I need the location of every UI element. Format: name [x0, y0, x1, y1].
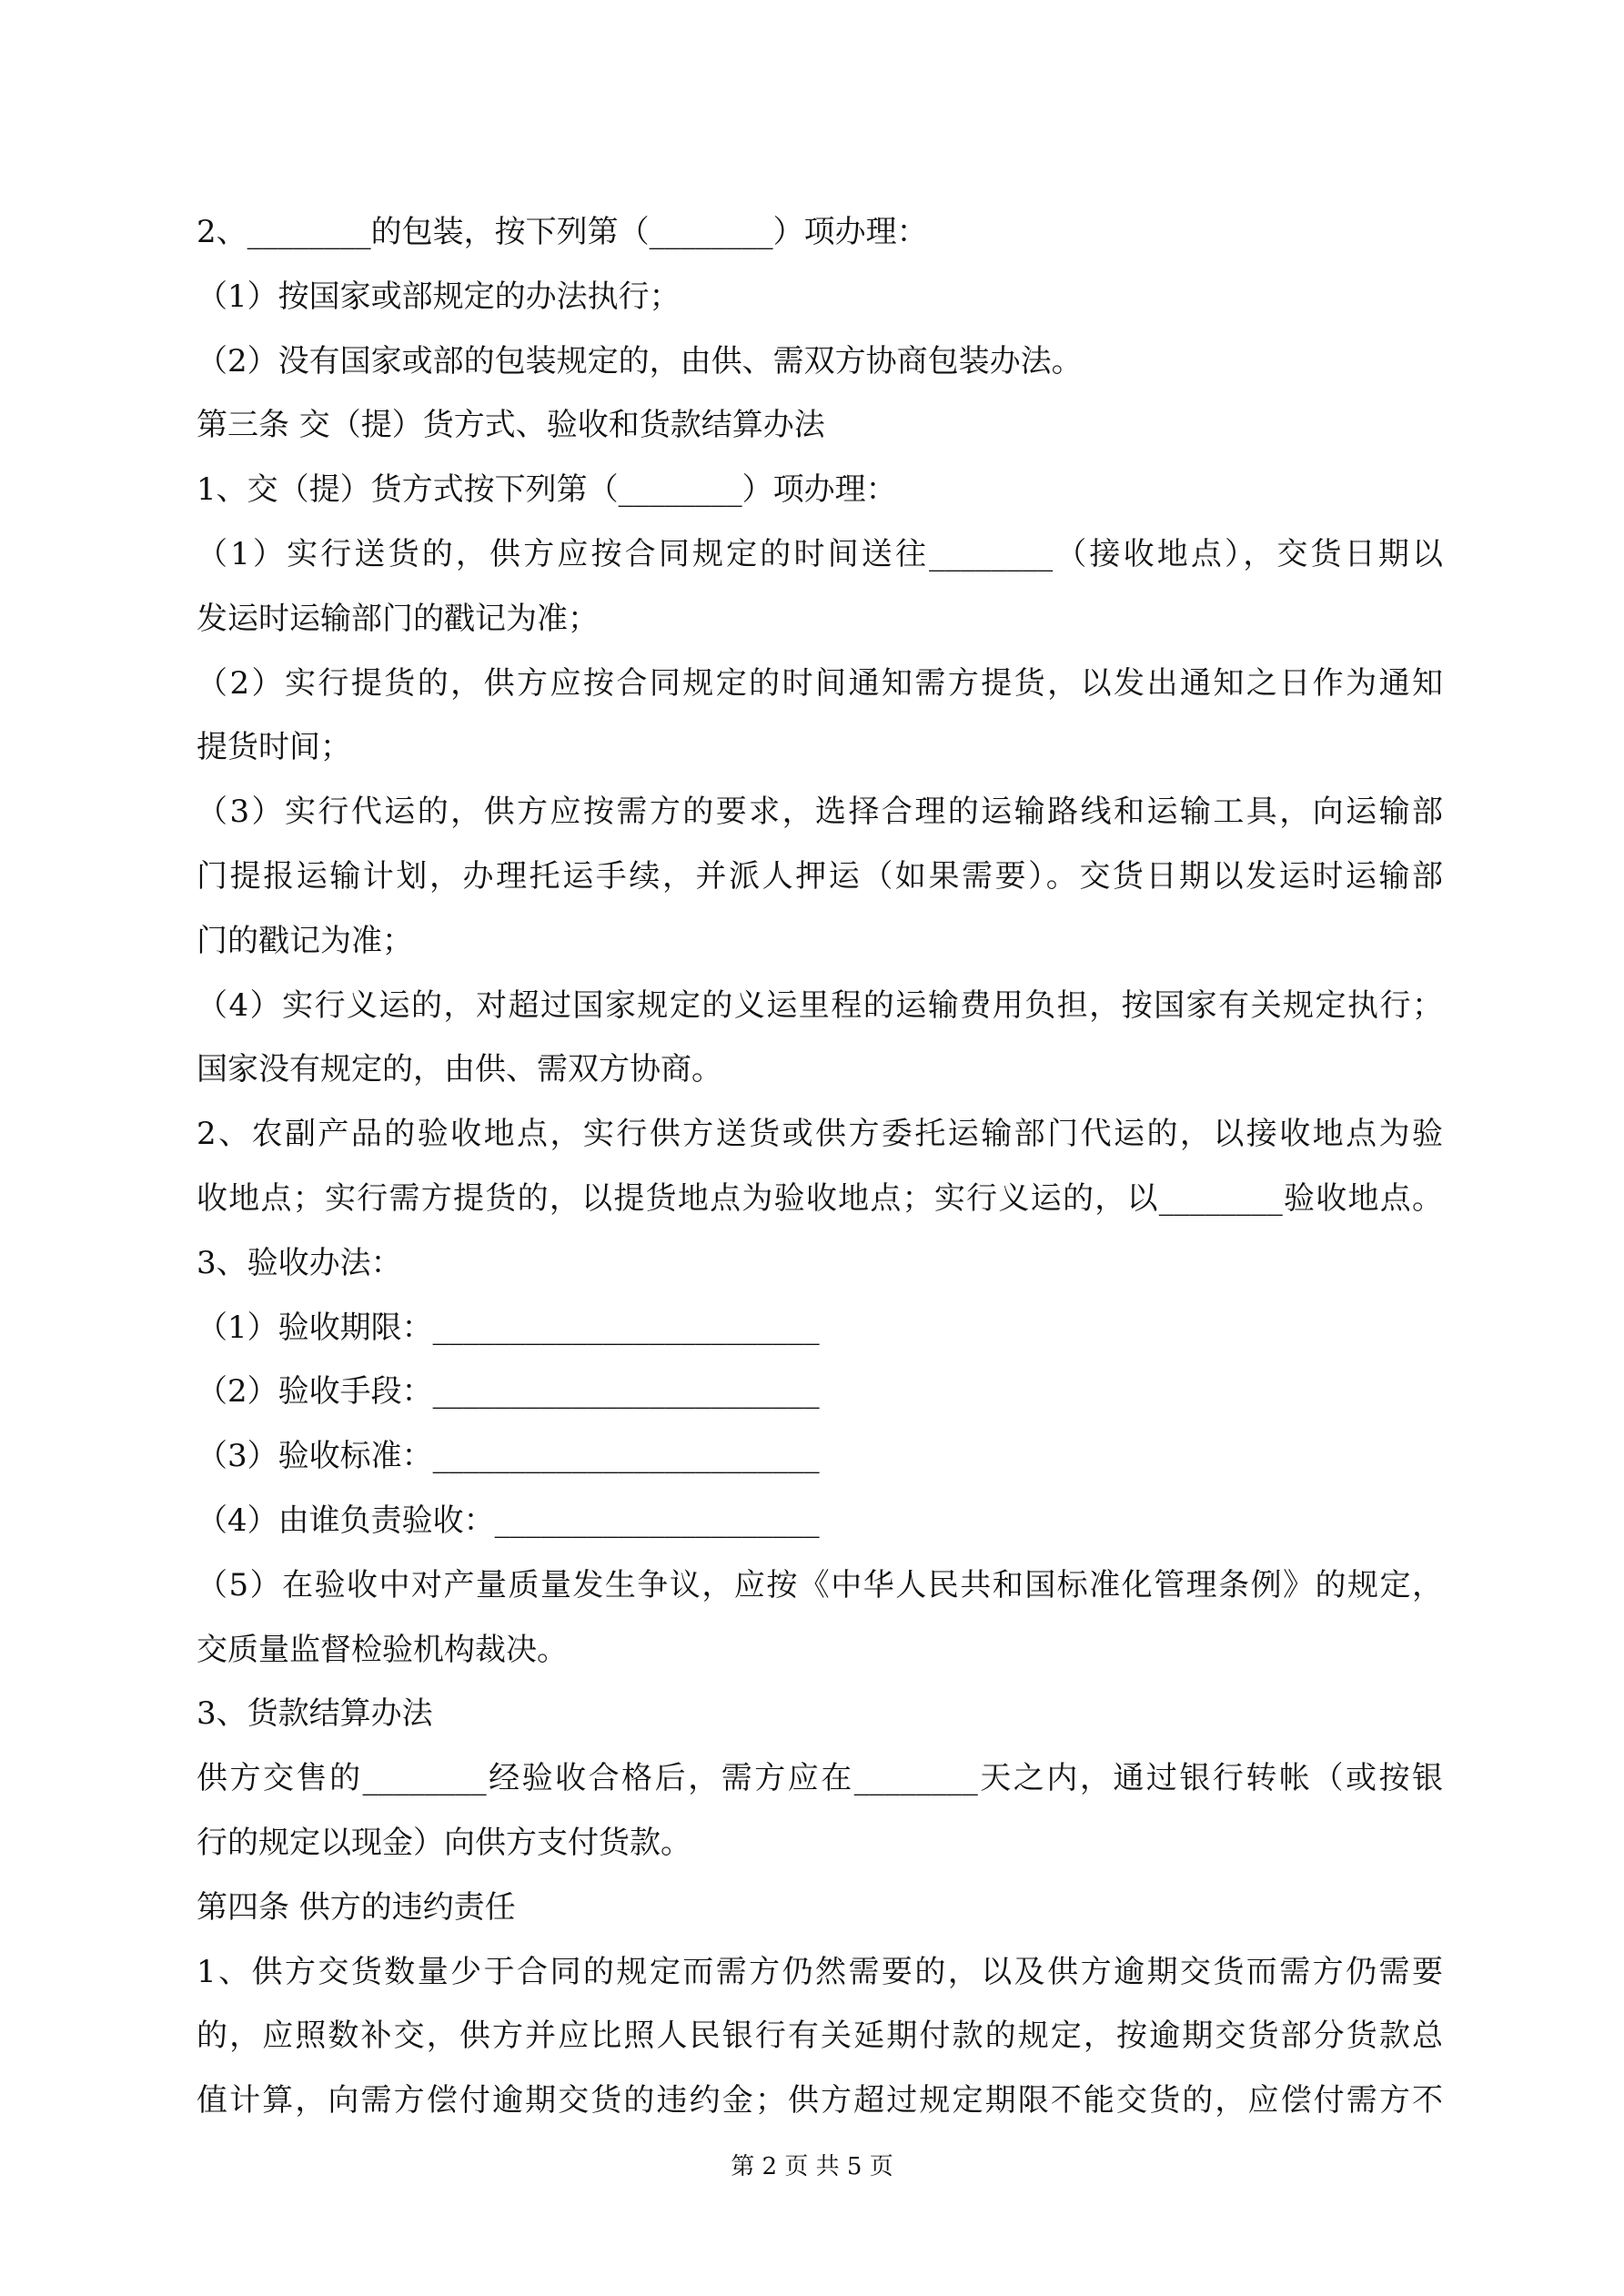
text-line: （2）实行提货的，供方应按合同规定的时间通知需方提货，以发出通知之日作为通知 [197, 664, 1443, 702]
page-footer: 第 2 页 共 5 页 [731, 2153, 893, 2180]
text-line: 2、________的包装，按下列第（________）项办理： [197, 214, 928, 250]
text-line: 交质量监督检验机构裁决。 [197, 1631, 568, 1668]
text-line: （2）没有国家或部的包装规定的，由供、需双方协商包装办法。 [197, 342, 1083, 379]
text-line: 3、验收办法： [197, 1244, 402, 1281]
text-line: （1）验收期限：_________________________ [197, 1309, 820, 1346]
text-line: 值计算，向需方偿付逾期交货的违约金；供方超过规定期限不能交货的，应偿付需方不 [197, 2082, 1443, 2119]
text-line: 收地点；实行需方提货的，以提货地点为验收地点；实行义运的，以________验收地点。 [197, 1179, 1443, 1217]
text-line: （3）实行代运的，供方应按需方的要求，选择合理的运输路线和运输工具，向运输部 [197, 794, 1443, 831]
text-line: 供方交售的________经验收合格后，需方应在________天之内，通过银行转帐（或按银 [197, 1760, 1443, 1797]
text-line: （2）验收手段：_________________________ [197, 1373, 820, 1411]
text-line: 提货时间； [197, 729, 351, 766]
text-line: （3）验收标准：_________________________ [197, 1438, 820, 1475]
text-line: 国家没有规定的，由供、需双方协商。 [197, 1051, 722, 1088]
text-line: 的，应照数补交，供方并应比照人民银行有关延期付款的规定，按逾期交货部分货款总 [197, 2018, 1443, 2055]
document-body [197, 200, 1443, 2133]
text-line: 3、货款结算办法 [197, 1695, 433, 1733]
text-line: 行的规定以现金）向供方支付货款。 [197, 1824, 691, 1861]
text-line: （1）按国家或部规定的办法执行； [197, 278, 681, 315]
text-line: 门提报运输计划，办理托运手续，并派人押运（如果需要）。交货日期以发运时运输部 [197, 857, 1443, 895]
text-line: 1、交（提）货方式按下列第（________）项办理： [197, 471, 897, 509]
text-line: （4）由谁负责验收：_____________________ [197, 1502, 820, 1539]
text-line: 1、供方交货数量少于合同的规定而需方仍然需要的，以及供方逾期交货而需方仍需要 [197, 1953, 1443, 1990]
text-line: （4）实行义运的，对超过国家规定的义运里程的运输费用负担，按国家有关规定执行； [197, 986, 1443, 1024]
text-line: （1）实行送货的，供方应按合同规定的时间送往________（接收地点），交货日期以 [197, 535, 1443, 572]
text-line: 第三条 交（提）货方式、验收和货款结算办法 [197, 407, 825, 444]
text-line: 门的戳记为准； [197, 922, 413, 959]
text-line: 第四条 供方的违约责任 [197, 1888, 516, 1926]
text-line: 2、农副产品的验收地点，实行供方送货或供方委托运输部门代运的，以接收地点为验 [197, 1116, 1443, 1153]
text-line: 发运时运输部门的戳记为准； [197, 600, 599, 637]
text-line: （5）在验收中对产量质量发生争议，应按《中华人民共和国标准化管理条例》的规定， [197, 1566, 1443, 1603]
